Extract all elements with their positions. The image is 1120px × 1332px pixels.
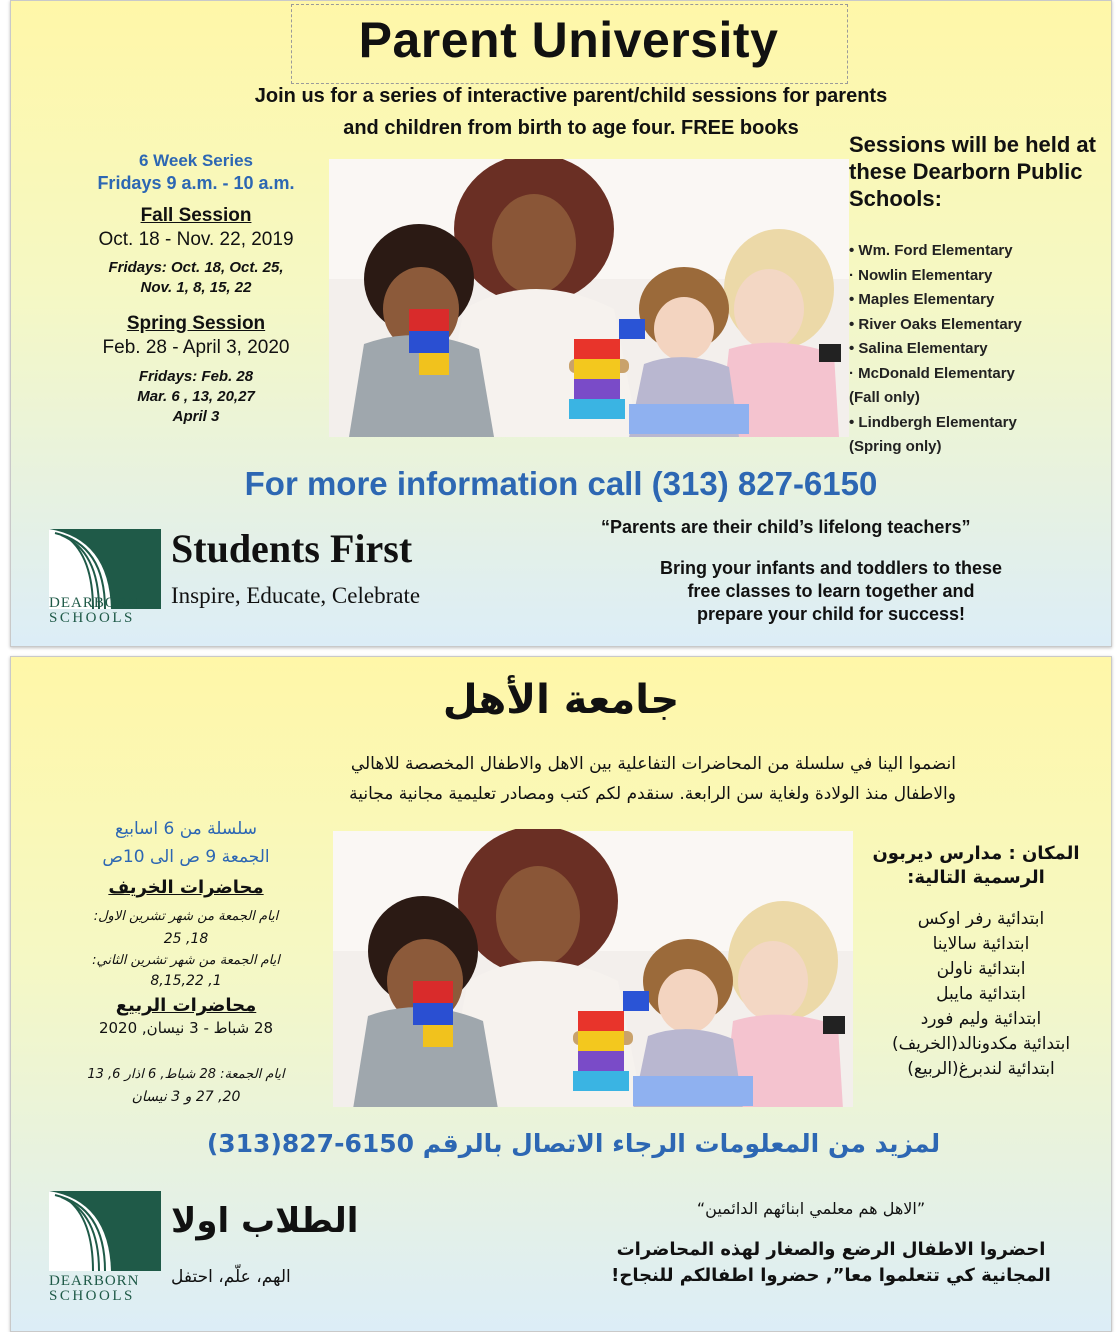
arabic-page-title: جامعة الأهل [442,677,680,723]
arabic-spring-range: 28 شباط - 3 نيسان, 2020 [98,1019,274,1037]
arabic-spring-dates-1: ايام الجمعة: 28 شباط, 6 اذار 6, 13 [87,1067,285,1082]
spring-session-range: Feb. 28 - April 3, 2020 [102,337,290,358]
arabic-spring-dates-2: 20, 27 و 3 نيسان [131,1089,241,1105]
bring-line-3: prepare your child for success! [696,604,966,624]
arabic-school-list [861,907,1101,1082]
sessions-heading: Sessions will be held at these Dearborn Public Schools: [849,132,1096,211]
arabic-series-time: الجمعة 9 ص الى 10ص [102,847,270,867]
fall-dates-line-2: Nov. 1, 8, 15, 22 [140,279,252,296]
school-item: • Lindbergh Elementary [849,413,1017,431]
photo-mother-children [329,159,849,437]
arabic-location-heading-2: الرسمية التالية: [907,867,1045,888]
arabic-quote: ”الاهل هم معلمي ابنائهم الدائمين“ [696,1199,926,1218]
arabic-dearborn-logo [49,1191,174,1303]
logo-text-line-1: DEARBORN [49,1273,140,1289]
school-item: • Wm. Ford Elementary [849,242,1013,259]
info-phone-line: For more information call (313) 827-6150 [244,465,878,502]
dearborn-logo-mark-icon [49,1191,161,1271]
spring-dates-line-2: Mar. 6 , 13, 20,27 [137,388,255,405]
quote: “Parents are their child’s lifelong teachers” [601,517,971,537]
arabic-fall-dates-2: 18, 25 [163,931,209,947]
page-title: Parent University [358,12,779,68]
logo-text-line-2: SCHOOLS [49,1288,135,1304]
fall-session-range: Oct. 18 - Nov. 22, 2019 [98,229,294,250]
arabic-school-item: ابتدائية سالاينا [932,934,1030,954]
arabic-school-item: ابتدائية رفر اوكس [917,909,1045,929]
arabic-bring-line-1: احضروا الاطفال الرضع والصغار لهذه المحاضرات [616,1239,1046,1260]
school-list [849,239,1109,460]
arabic-flyer [10,656,1112,1332]
logo-text-line-1: DEARBORN [49,595,140,611]
logo-text-line-2: SCHOOLS [49,610,135,626]
students-first-heading: Students First [171,526,413,571]
fall-session-title: Fall Session [140,205,252,226]
dearborn-logo [49,513,174,625]
spring-dates-line-3: April 3 [172,408,220,425]
school-item: · McDonald Elementary [849,364,1015,382]
arabic-location-heading-1: المكان : مدارس ديربون [872,843,1080,864]
school-item: • Salina Elementary [849,340,988,357]
school-item: • River Oaks Elementary [849,315,1022,333]
arabic-school-item: ابتدائية ناولن [936,959,1026,979]
arabic-fall-dates-3: ايام الجمعة من شهر تشرين الثاني: [92,953,280,968]
arabic-school-item: ابتدائية لندبرغ(الربيع) [907,1059,1055,1079]
series-time: Fridays 9 a.m. - 10 a.m. [97,173,295,193]
arabic-school-item: ابتدائية مكدونالد(الخريف) [891,1034,1071,1054]
arabic-series-label: سلسلة من 6 اسابيع [115,819,257,839]
fall-dates-line-1: Fridays: Oct. 18, Oct. 25, [108,259,284,276]
school-item: · Nowlin Elementary [849,266,993,284]
arabic-bring-line-2: المجانية كي تتعلموا معا”, حضروا اطفالكم للنجاح! [611,1265,1051,1286]
arabic-students-first: الطلاب اولا [171,1201,359,1241]
arabic-photo-mother-children [333,829,853,1107]
arabic-info-phone-line: لمزيد من المعلومات الرجاء الاتصال بالرقم 6150-827(313) [206,1129,941,1158]
spring-dates-line-1: Fridays: Feb. 28 [138,368,254,385]
motto: Inspire, Educate, Celebrate [171,583,421,608]
school-item: • Maples Elementary [849,291,995,308]
arabic-fall-title: محاضرات الخريف [108,877,264,898]
arabic-fall-dates-1: ايام الجمعة من شهر تشرين الاول: [93,909,279,924]
intro-line-1: Join us for a series of interactive parent/child sessions for parents [254,85,888,107]
arabic-intro-line-1: انضموا الينا في سلسلة من المحاضرات التفاعلية بين الاهل والاطفال المخصصة للاهالي [350,754,956,774]
school-note: (Spring only) [849,438,942,455]
series-label: 6 Week Series [138,151,254,170]
arabic-motto: الهم، علّم، احتفل [171,1267,291,1287]
spring-session-title: Spring Session [126,313,266,334]
arabic-spring-title: محاضرات الربيع [115,995,257,1016]
arabic-intro-line-2: والاطفال منذ الولادة ولغاية سن الرابعة. سنقدم لكم كتب ومصادر تعليمية مجانية مجانية [349,784,956,804]
bring-line-2: free classes to learn together and [687,581,975,601]
arabic-school-item: ابتدائية وليم فورد [920,1009,1042,1029]
intro-line-2: and children from birth to age four. FREE books [343,117,799,139]
english-flyer [10,0,1112,647]
arabic-fall-dates-4: 1, 8,15,22 [150,973,222,989]
school-note: (Fall only) [849,389,920,406]
arabic-school-item: ابتدائية مايبل [936,984,1026,1004]
bring-line-1: Bring your infants and toddlers to these [659,558,1003,578]
